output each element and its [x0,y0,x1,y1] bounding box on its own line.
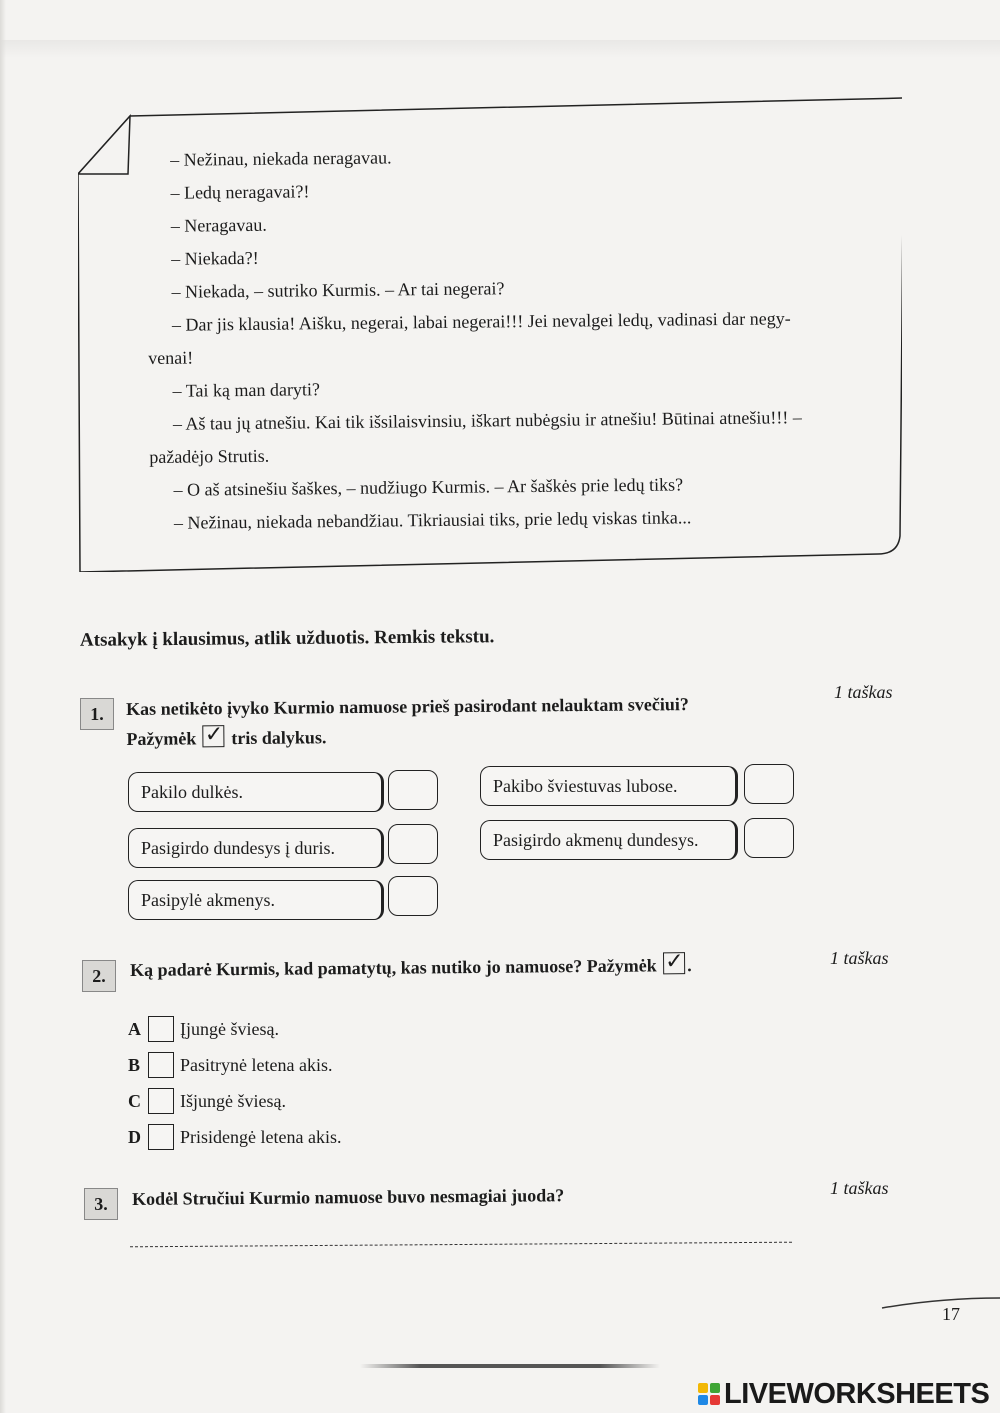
q3-points: 1 taškas [830,1178,889,1198]
story-line: – Aš tau jų atnešiu. Kai tik išsilaisvinsiu, iškart nubėgsiu ir atnešiu! Būtinai atnešiu!!! – [172,407,802,434]
checkmark-icon [663,952,685,974]
scan-shadow [0,0,6,1413]
logo-square [710,1395,720,1405]
story-line: – Ledų neragavai?! [170,181,310,203]
q2-option-label: Pasitrynė letena akis. [180,1054,333,1075]
q1-option-checkbox[interactable] [388,824,438,864]
story-box [78,96,902,572]
logo-square [698,1395,708,1405]
q2-option-letter: D [128,1126,141,1147]
story-text [148,136,882,540]
q1-text [126,689,689,754]
story-line: – Dar jis klausia! Aišku, negerai, labai negerai!!! Jei nevalgei ledų, vadinasi dar negy- [171,308,791,335]
q2-option-letter: B [128,1054,141,1075]
liveworksheets-logo-icon [698,1383,720,1405]
checkmark-icon [203,725,225,747]
q2-text-before: Ką padarė Kurmis, kad pamatytų, kas nutiko jo namuose? Pažymėk [130,955,657,980]
q1-points: 1 taškas [834,682,893,702]
story-line: – Niekada?! [171,247,259,269]
story-line: – Tai ką man daryti? [172,379,321,401]
bottom-rule [360,1364,660,1368]
logo-square [710,1383,720,1393]
q1-number: 1. [80,698,114,730]
q2-option-letter: A [128,1018,141,1039]
story-line: – Nežinau, niekada neragavau. [170,147,392,170]
story-line: – Nežinau, niekada nebandžiau. Tikriausiai tiks, prie ledų viskas tinka... [173,507,692,533]
q2-number: 2. [82,960,116,992]
q1-option-checkbox[interactable] [744,818,794,858]
q1-option-label: Pasigirdo akmenų dundesys. [480,820,738,860]
q1-option-label: Pasigirdo dundesys į duris. [128,828,384,868]
q2-option[interactable] [128,1052,332,1078]
q2-option-label: Prisidengė letena akis. [180,1126,342,1147]
q1-text-line2-after: tris dalykus. [231,727,327,749]
q3-text: Kodėl Stručiui Kurmio namuose buvo nesmagiai juoda? [132,1185,565,1209]
q1-option-label: Pakibo šviestuvas lubose. [480,766,738,806]
logo-square [698,1383,708,1393]
story-line: – O aš atsinešiu šaškes, – nudžiugo Kurmis. – Ar šaškės prie ledų tiks? [173,474,684,500]
q2-option[interactable] [128,1124,341,1150]
q2-option-letter: C [128,1090,141,1111]
instructions-heading: Atsakyk į klausimus, atlik užduotis. Remkis tekstu. [79,626,495,651]
q2-option[interactable] [128,1088,286,1114]
page-number-rule [880,1296,1000,1310]
q1-option-label: Pasipylė akmenys. [128,880,384,920]
q1-text-line2-before: Pažymėk [126,728,197,749]
q2-option-label: Išjungė šviesą. [180,1090,286,1111]
q2-option-checkbox[interactable] [148,1016,174,1042]
q2-option[interactable] [128,1016,279,1042]
story-line: – Niekada, – sutriko Kurmis. – Ar tai negerai? [171,278,505,302]
story-line: pažadėjo Strutis. [149,445,270,468]
q1-option-checkbox[interactable] [744,764,794,804]
q3-number: 3. [84,1188,118,1220]
page-number: 17 [942,1304,960,1324]
liveworksheets-brand [698,1378,989,1410]
q1-option-checkbox[interactable] [388,770,438,810]
q2-option-checkbox[interactable] [148,1124,174,1150]
q2-text-after: . [687,955,692,976]
story-line: venai! [148,347,194,369]
q2-text [130,950,692,985]
q2-points: 1 taškas [830,948,889,968]
story-line: – Neragavau. [170,214,267,236]
q1-option-label: Pakilo dulkės. [128,772,384,812]
page-top-edge [0,40,1000,58]
q2-option-checkbox[interactable] [148,1052,174,1078]
q2-option-checkbox[interactable] [148,1088,174,1114]
q1-text-line1: Kas netikėto įvyko Kurmio namuose prieš pasirodant nelauktam svečiui? [126,694,689,719]
q1-option-checkbox[interactable] [388,876,438,916]
q2-option-label: Įjungė šviesą. [180,1018,279,1039]
brand-name: LIVEWORKSHEETS [724,1377,990,1410]
q3-answer-line[interactable] [130,1242,792,1248]
